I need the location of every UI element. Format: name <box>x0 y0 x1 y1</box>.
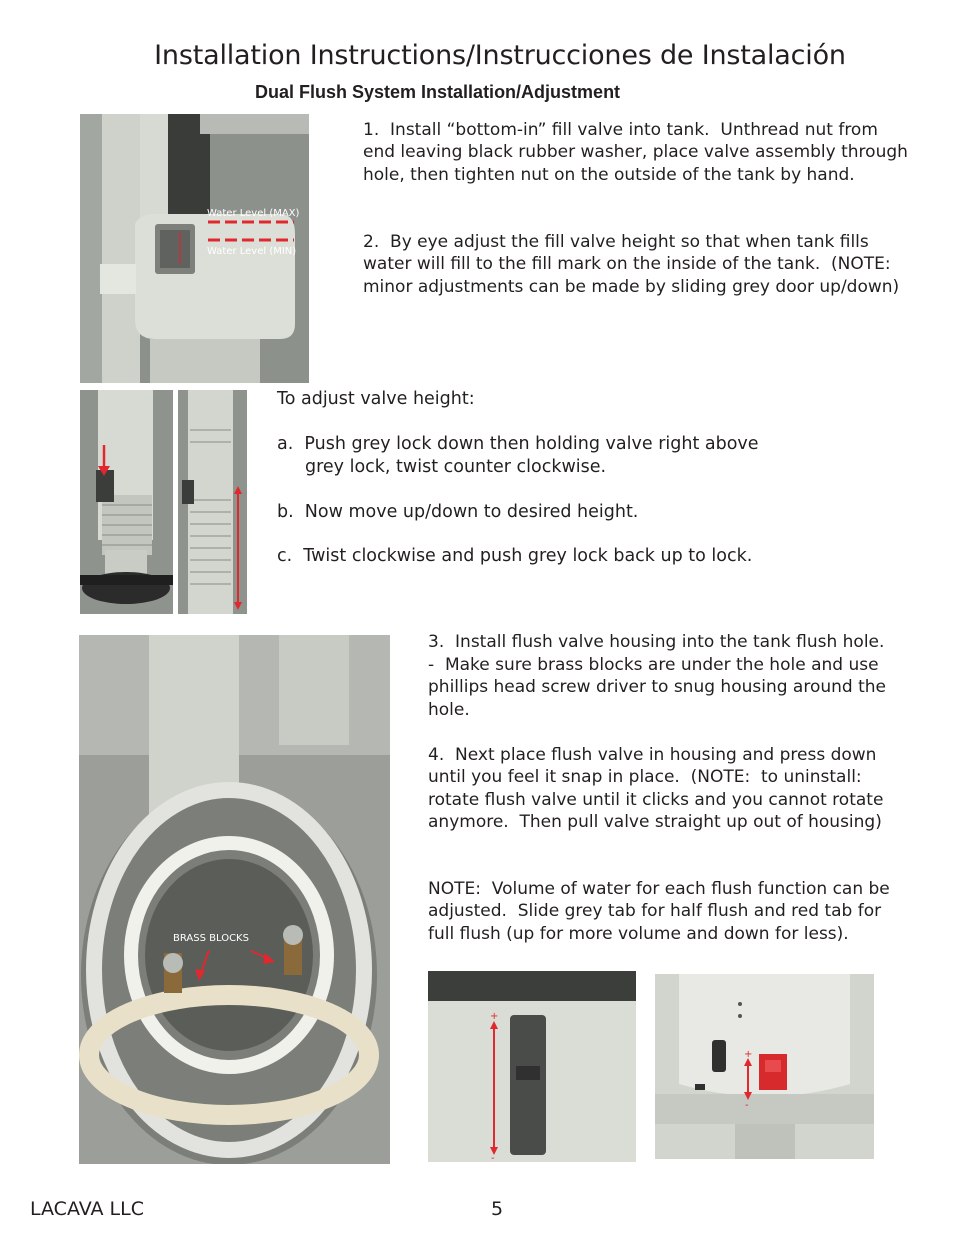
step-a-line-1: a. Push grey lock down then holding valve right above <box>277 434 759 454</box>
full-flush-minus: - <box>745 1100 749 1111</box>
step-2-text: 2. By eye adjust the fill valve height so that when tank fills water will fill to the fill mark on the inside of the tank. (NOTE: minor adjustments can be made by sliding grey door up/down) <box>363 232 900 297</box>
step-3-line-2: - Make sure brass blocks are under the hole and use phillips head screw driver to snug housing around the hole. <box>428 655 892 720</box>
water-level-min-label: Water Level (MIN) <box>207 246 297 257</box>
valve-extended-photo <box>178 390 247 614</box>
flush-housing-photo <box>79 635 390 1164</box>
full-flush-plus: + <box>744 1049 753 1060</box>
step-b-text: b. Now move up/down to desired height. <box>277 502 639 522</box>
brass-blocks-label: BRASS BLOCKS <box>173 933 249 944</box>
step-a-line-2: grey lock, twist counter clockwise. <box>305 457 607 477</box>
half-flush-tab-photo <box>428 971 636 1162</box>
half-flush-minus: - <box>491 1153 495 1162</box>
footer-company: LACAVA LLC <box>30 1198 144 1220</box>
fill-valve-photo <box>80 114 309 383</box>
section-subtitle: Dual Flush System Installation/Adjustment <box>255 82 621 102</box>
half-flush-plus: + <box>490 1011 499 1022</box>
water-level-max-label: Water Level (MAX) <box>207 208 300 219</box>
step-4-text: 4. Next place flush valve in housing and press down until you feel it snap in place. (NOTE: to uninstall: rotate flush valve until it clicks and you cannot rotate anymore. Then pull valve straight up out of housing) <box>428 745 889 833</box>
volume-note-text: NOTE: Volume of water for each flush function can be adjusted. Slide grey tab for half flush and red tab for full flush (up for more volume and down for less). <box>428 879 896 944</box>
page-title: Installation Instructions/Instrucciones de Instalación <box>154 40 846 71</box>
step-1-text: 1. Install “bottom-in” fill valve into tank. Unthread nut from end leaving black rubber washer, place valve assembly through hole, then tighten nut on the outside of the tank by hand. <box>363 120 914 185</box>
step-c-text: c. Twist clockwise and push grey lock back up to lock. <box>277 546 753 566</box>
valve-lock-photo <box>80 390 173 614</box>
adjust-height-heading: To adjust valve height: <box>277 389 475 409</box>
footer-page-number: 5 <box>491 1198 504 1220</box>
full-flush-tab-photo <box>655 974 874 1159</box>
step-3-line-1: 3. Install flush valve housing into the tank flush hole. <box>428 632 885 652</box>
